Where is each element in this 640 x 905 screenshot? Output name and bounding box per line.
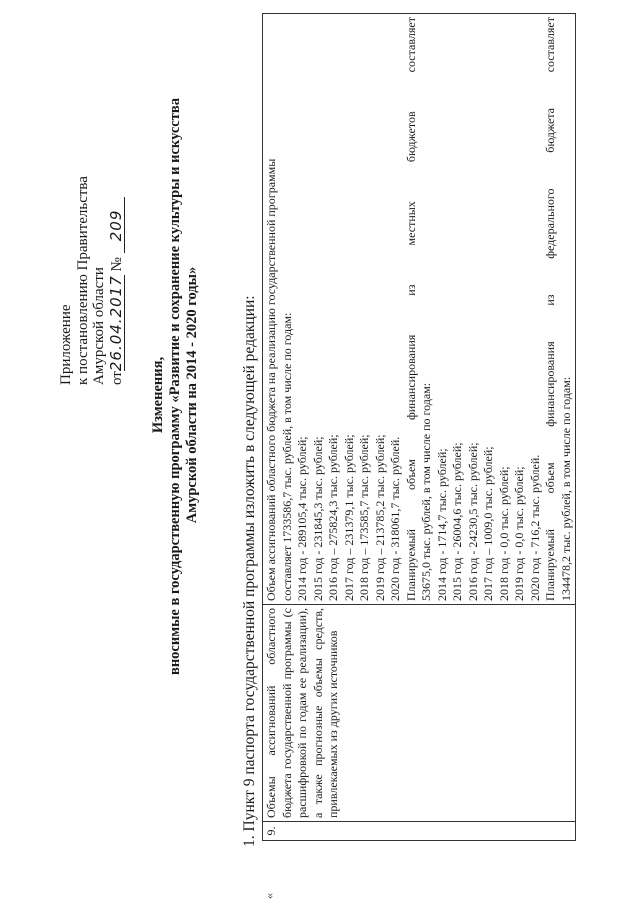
local-total: 53675,0 тыс. рублей, в том числе по годам: (419, 382, 433, 601)
list-item: 2018 год – 173585,7 тыс. рублей; (357, 434, 371, 601)
row-content (263, 14, 576, 605)
regional-intro-2: составляет 1733586,7 тыс. рублей, в том числе по годам: (279, 312, 294, 601)
list-item: 2017 год – 1009,0 тыс. рублей; (481, 446, 495, 601)
row-label: Объемы ассигнований областного бюджета государственной программы (с расшифровкой по годам ее реализации), а также прогнозные объемы средств, привлекаемых из других источников (263, 605, 576, 822)
appendix-reference: к постановлению Правительства (74, 176, 91, 385)
list-item: 2014 год - 289105,4 тыс. рублей; (295, 436, 309, 601)
appendix-header (58, 125, 125, 385)
table-row (263, 14, 576, 841)
list-item: 2018 год - 0,0 тыс. рублей; (496, 466, 511, 601)
title-line-3: Амурской области на 2014 - 2020 годы» (184, 266, 200, 524)
quote-mark: « (262, 893, 276, 899)
handwritten-date: 26.04.2017 (106, 275, 125, 372)
intro-paragraph: 1. Пункт 9 паспорта государственной программы изложить в следующей редакции: (241, 295, 258, 847)
federal-heading: Планируемый объем финансирования из федерального бюджета составляет (543, 17, 557, 601)
date-prefix: от (108, 371, 125, 385)
list-item: 2016 год - 24230,5 тыс. рублей; (465, 442, 480, 601)
row-number: 9. (263, 822, 576, 841)
list-item: 2019 год - 0,0 тыс. рублей; (512, 466, 526, 601)
title-line-1: Изменения, (150, 356, 166, 434)
list-item: 2015 год - 231845,3 тыс. рублей; (310, 436, 325, 601)
federal-total: 134478,2 тыс. рублей, в том числе по годам: (558, 376, 573, 601)
number-prefix: № (108, 257, 125, 272)
appendix-title: Приложение (58, 304, 74, 385)
document-title (150, 98, 201, 675)
list-item: 2020 год - 318061,7 тыс. рублей. (388, 436, 402, 601)
list-item: 2020 год - 716,2 тыс. рублей. (527, 454, 542, 601)
list-item: 2015 год - 26004,6 тыс. рублей; (450, 442, 464, 601)
list-item: 2019 год – 213785,2 тыс. рублей; (372, 434, 387, 601)
regional-intro-1: Объем ассигнований областного бюджета на реализацию государственной программы (264, 158, 278, 601)
appendix-region: Амурской области (91, 267, 107, 385)
list-item: 2016 год – 275824,3 тыс. рублей; (326, 434, 340, 601)
handwritten-number: 209 (108, 197, 126, 253)
list-item: 2017 год – 231379,1 тыс. рублей; (341, 434, 356, 601)
appendix-date-line (108, 125, 126, 385)
passport-table (262, 13, 576, 841)
list-item: 2014 год - 1714,7 тыс. рублей; (434, 448, 449, 601)
local-heading: Планируемый объем финансирования из местных бюджетов составляет (403, 17, 418, 601)
title-line-2: вносимые в государственную программу «Развитие и сохранение культуры и искусства (167, 98, 183, 675)
